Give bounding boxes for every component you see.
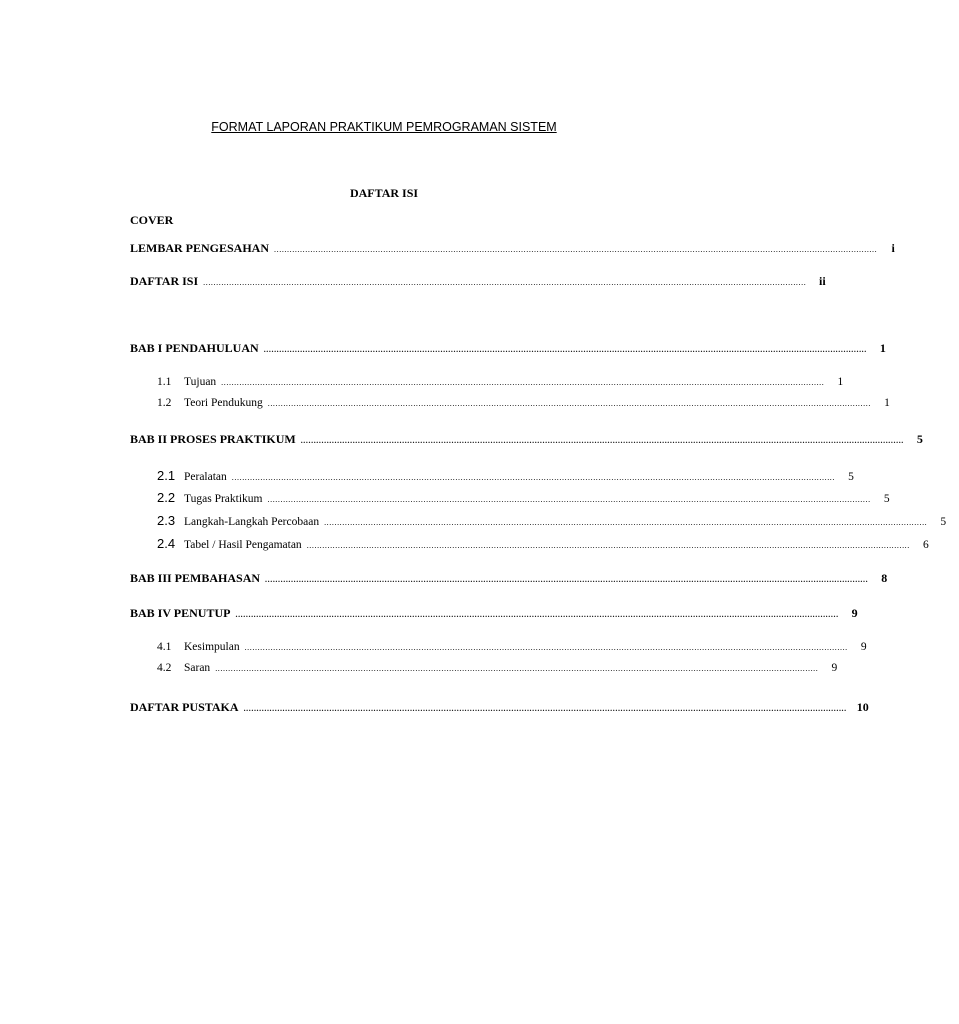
dot-leader: ........................................................................................................................................................................................................................................ (215, 664, 819, 673)
toc-section-number: 1.1 (157, 376, 172, 388)
toc-subentry-1-1 (157, 376, 844, 392)
toc-heading: DAFTAR ISI (349, 186, 419, 200)
toc-page-number: 8 (881, 571, 888, 585)
toc-entry-bab4 (130, 606, 858, 622)
toc-entry-daftar-pustaka (130, 700, 869, 716)
dot-leader: ........................................................................................................................................................................................................................................ (265, 575, 869, 584)
toc-page-number: 5 (883, 493, 890, 505)
toc-section-number: 4.2 (157, 662, 172, 674)
toc-entry-label: Peralatan (184, 471, 227, 483)
toc-entry-label: Langkah-Langkah Percobaan (184, 516, 320, 528)
toc-subentry-4-2 (157, 662, 838, 678)
toc-entry-cover (130, 213, 636, 229)
toc-entry-label: COVER (130, 213, 174, 227)
dot-leader: ........................................................................................................................................................................................................................................ (203, 278, 807, 287)
dot-leader: ........................................................................................................................................................................................................................................ (231, 473, 835, 482)
toc-subentry-2-4 (157, 536, 929, 552)
toc-page-number: 1 (837, 376, 844, 388)
toc-subentry-4-1 (157, 641, 867, 657)
toc-entry-label: DAFTAR ISI (130, 274, 199, 288)
toc-page-number: 5 (916, 432, 923, 446)
toc-entry-label: Kesimpulan (184, 641, 240, 653)
toc-subentry-1-2 (157, 397, 890, 413)
toc-page-number: 1 (879, 341, 886, 355)
dot-leader: ........................................................................................................................................................................................................................................ (274, 245, 878, 254)
toc-entry-bab2 (130, 432, 923, 448)
dot-leader: ........................................................................................................................................................................................................................................ (235, 610, 839, 619)
toc-subentry-2-1 (157, 468, 854, 484)
toc-entry-label: BAB IV PENUTUP (130, 606, 231, 620)
toc-entry-label: BAB I PENDAHULUAN (130, 341, 259, 355)
dot-leader: ........................................................................................................................................................................................................................................ (267, 399, 871, 408)
dot-leader: ........................................................................................................................................................................................................................................ (324, 518, 928, 527)
toc-page-number: 9 (831, 662, 838, 674)
toc-subentry-2-2 (157, 490, 890, 506)
toc-entry-bab3 (130, 571, 888, 587)
dot-leader: ........................................................................................................................................................................................................................................ (267, 495, 871, 504)
toc-entry-daftar-isi (130, 274, 826, 290)
toc-entry-label: Tabel / Hasil Pengamatan (184, 539, 302, 551)
toc-section-number: 2.3 (157, 513, 176, 528)
toc-section-number: 4.1 (157, 641, 172, 653)
dot-leader: ........................................................................................................................................................................................................................................ (263, 345, 867, 354)
page-title: FORMAT LAPORAN PRAKTIKUM PEMROGRAMAN SISTEM (211, 120, 557, 134)
toc-page-number: ii (818, 274, 826, 288)
toc-page-number: 9 (851, 606, 858, 620)
toc-section-number: 1.2 (157, 397, 172, 409)
toc-page-number: i (891, 241, 895, 255)
toc-section-number: 2.4 (157, 536, 176, 551)
toc-page-number: 9 (860, 641, 867, 653)
dot-leader: ........................................................................................................................................................................................................................................ (306, 541, 910, 550)
toc-section-number: 2.1 (157, 468, 176, 483)
toc-entry-label: BAB II PROSES PRAKTIKUM (130, 432, 296, 446)
toc-subentry-2-3 (157, 513, 947, 529)
toc-page-number: 6 (923, 539, 929, 551)
toc-entry-label: DAFTAR PUSTAKA (130, 700, 239, 714)
dot-leader: ........................................................................................................................................................................................................................................ (300, 436, 904, 445)
dot-leader: ........................................................................................................................................................................................................................................ (244, 643, 848, 652)
dot-leader: ........................................................................................................................................................................................................................................ (243, 704, 847, 713)
toc-page-number: 1 (884, 397, 890, 409)
toc-entry-label: Tujuan (184, 376, 217, 388)
toc-section-number: 2.2 (157, 490, 176, 505)
dot-leader: ........................................................................................................................................................................................................................................ (221, 378, 825, 387)
toc-entry-label: LEMBAR PENGESAHAN (130, 241, 270, 255)
toc-entry-lembar-pengesahan (130, 241, 895, 257)
toc-page-number: 5 (940, 516, 947, 528)
toc-entry-label: Saran (184, 662, 211, 674)
toc-entry-label: BAB III PEMBAHASAN (130, 571, 261, 585)
toc-page-number: 5 (848, 471, 854, 483)
toc-entry-bab1 (130, 341, 886, 357)
toc-entry-label: Tugas Praktikum (184, 493, 263, 505)
toc-entry-label: Teori Pendukung (184, 397, 263, 409)
toc-page-number: 10 (856, 700, 869, 714)
